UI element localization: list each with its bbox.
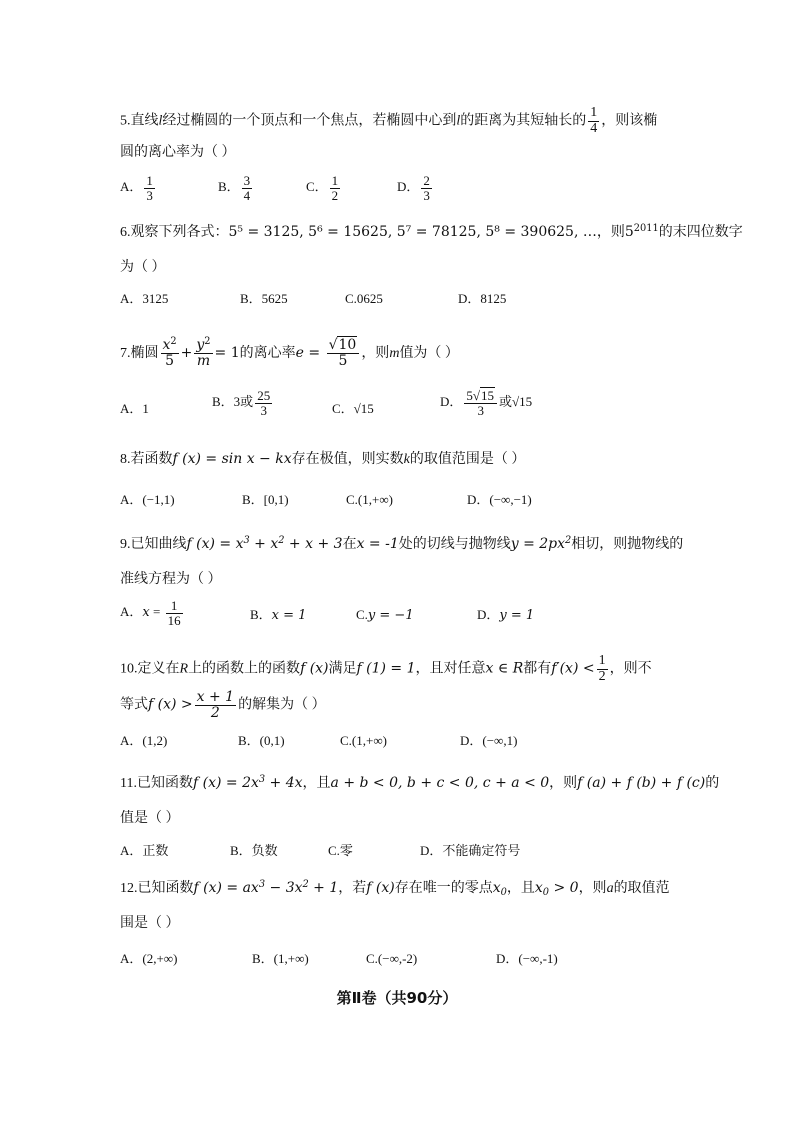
question-11-stem: [120, 773, 719, 794]
q10-expression: f′(x) <: [551, 660, 595, 677]
option-c[interactable]: C.(−∞,-2): [366, 951, 418, 966]
q7-text: 的离心率: [239, 346, 296, 362]
question-9-stem-line2: 准线方程为（ ）: [120, 572, 222, 587]
q11-text: ，则: [549, 776, 578, 791]
q10-var: R: [179, 661, 189, 677]
q11-sum: f (a) + f (b) + f (c): [577, 775, 706, 791]
q8-var: k: [403, 452, 410, 467]
q10-text: 满足: [328, 661, 357, 677]
q11-condition: a + b < 0, b + c < 0, c + a < 0: [330, 775, 550, 791]
option-b[interactable]: B．负数: [230, 843, 278, 858]
option-d[interactable]: D．8125: [458, 291, 507, 306]
q12-text: ，若: [338, 881, 367, 896]
q10-text: 都有: [523, 661, 552, 677]
q6-text: 6.观察下列各式：: [120, 225, 229, 240]
q6-text: 的末四位数字: [658, 225, 743, 240]
option-c[interactable]: C.0625: [345, 291, 383, 306]
q12-condition: $x_0 > 0$: [534, 880, 579, 898]
option-b[interactable]: B．x = 1: [250, 607, 307, 623]
q6-power: $5^{2011}$: [624, 223, 659, 240]
question-10-stem-line2: 等式f (x) > $\frac{x + 1}{2}$ 的解集为（ ）: [120, 689, 326, 721]
option-b[interactable]: B． $\frac{3}{4}$: [218, 173, 251, 203]
option-a[interactable]: A．正数: [120, 843, 169, 858]
q7-eccentricity: e = $\frac{√10}{5}$: [296, 345, 362, 361]
q12-text: 的取值范: [613, 881, 670, 896]
q11-text: 的: [705, 776, 720, 791]
question-12-stem-line2: 围是（ ）: [120, 916, 180, 931]
option-a[interactable]: A．(1,2): [120, 733, 168, 748]
option-d[interactable]: D．(−∞,-1): [496, 951, 558, 966]
question-11-stem-line2: 值是（ ）: [120, 811, 180, 826]
q11-function: f $(x) = 2x^3 + 4x$: [192, 774, 303, 791]
q5-text: ，则该椭: [601, 113, 658, 129]
q5-var: l: [158, 113, 163, 129]
q8-text: 8.若函数: [120, 452, 173, 467]
q10-text: ，则不: [609, 661, 652, 677]
q5-fraction: $\frac{1}{4}$: [590, 105, 598, 136]
option-c[interactable]: C.零: [328, 843, 353, 858]
q10-fraction-2: $\frac{x + 1}{2}$: [196, 689, 235, 721]
q7-var: m: [389, 346, 400, 362]
q12-text: 12.已知函数: [120, 881, 194, 896]
q10-expression: x ∈ R: [485, 660, 524, 677]
q9-text: 在: [342, 537, 357, 552]
option-a[interactable]: A．3125: [120, 291, 169, 306]
q6-text: ，则: [596, 225, 625, 240]
q12-text: ，则: [578, 881, 607, 896]
q8-text: 存在极值，则实数: [291, 452, 404, 467]
option-c[interactable]: C．√15: [332, 401, 374, 416]
q6-expression: 5⁵ = 3125, 5⁶ = 15625, 5⁷ = 78125, 5⁸ = 390625, …: [228, 224, 597, 240]
section-heading: 第Ⅱ卷（共90分）: [336, 989, 458, 1007]
q11-text: ，且: [302, 776, 331, 791]
q8-expression: f (x) = sin x − kx: [172, 451, 292, 467]
q5-var: l: [456, 113, 461, 129]
q12-function: f $(x) = ax^3 - 3x^2 + 1$: [193, 879, 339, 896]
question-5-stem: [120, 106, 657, 136]
option-b[interactable]: B．(0,1): [238, 733, 285, 748]
question-6-stem: [120, 222, 743, 243]
q12-text: ，且: [506, 881, 535, 896]
q8-text: 的取值范围是（ ）: [409, 452, 526, 467]
q9-point: x = -1: [356, 536, 399, 552]
q10-expression: f (x): [300, 660, 329, 677]
option-d[interactable]: D．y = 1: [477, 607, 535, 623]
q5-text: 5.直线: [120, 113, 159, 129]
question-9-stem: [120, 534, 683, 555]
q7-text: 值为（ ）: [399, 346, 459, 362]
option-b[interactable]: B．3或 $\frac{25}{3}$: [212, 388, 271, 418]
q7-text: 7.椭圆: [120, 346, 159, 362]
q12-zero: $x_0$: [492, 880, 507, 898]
q9-text: 9.已知曲线: [120, 537, 187, 552]
option-d[interactable]: D．(−∞,−1): [467, 492, 532, 507]
q5-text: 的距离为其短轴长的: [460, 113, 587, 129]
question-10-stem: [120, 654, 652, 684]
option-a[interactable]: A．(2,+∞): [120, 951, 178, 966]
option-b[interactable]: B．5625: [240, 291, 288, 306]
question-7-stem: [120, 338, 459, 368]
q9-parabola: $y = 2px^2$: [510, 535, 572, 552]
option-c[interactable]: C.y = −1: [356, 607, 414, 623]
option-a[interactable]: A．(−1,1): [120, 492, 175, 507]
option-a[interactable]: A．x = $\frac{1}{16}$: [120, 598, 181, 628]
q7-text: ，则: [361, 346, 390, 362]
q10-text: 上的函数上的函数: [188, 661, 301, 677]
question-6-stem-line2: 为（ ）: [120, 260, 166, 275]
option-a[interactable]: A．1: [120, 401, 149, 416]
q12-var: a: [606, 881, 614, 896]
option-c[interactable]: C． $\frac{1}{2}$: [306, 173, 339, 203]
q9-text: 处的切线与抛物线: [398, 537, 511, 552]
option-d[interactable]: D． $\frac{5√15}{3}$ 或√15: [440, 388, 533, 418]
option-b[interactable]: B．(1,+∞): [252, 951, 309, 966]
q10-expression: f (1) = 1: [356, 660, 416, 677]
q12-text: 存在唯一的零点: [394, 881, 493, 896]
q10-text: 10.定义在: [120, 661, 180, 677]
option-d[interactable]: D． $\frac{2}{3}$: [397, 173, 430, 203]
q9-text: 相切，则抛物线的: [571, 537, 684, 552]
q11-text: 11.已知函数: [120, 776, 193, 791]
question-8-stem: [120, 449, 525, 470]
option-c[interactable]: C.(1,+∞): [346, 492, 393, 507]
q12-expression: f (x): [366, 880, 395, 896]
q10-fraction: $\frac{1}{2}$: [598, 653, 606, 684]
q10-text: ，且对任意: [415, 661, 486, 677]
option-d[interactable]: D．不能确定符号: [420, 843, 521, 858]
q7-ellipse-equation: $\frac{x^2}{5}$ + $\frac{y^2}{m}$ = 1: [162, 336, 240, 369]
option-b[interactable]: B．[0,1): [242, 492, 289, 507]
q5-text: 经过椭圆的一个顶点和一个焦点，若椭圆中心到: [162, 113, 457, 129]
option-a[interactable]: A． $\frac{1}{3}$: [120, 173, 153, 203]
option-d[interactable]: D．(−∞,1): [460, 733, 518, 748]
option-c[interactable]: C.(1,+∞): [340, 733, 387, 748]
question-12-stem: [120, 878, 670, 899]
question-5-stem-line2: 圆的离心率为（ ）: [120, 145, 236, 160]
q9-curve: f $(x) = x^3 + x^2 + x + 3$: [186, 535, 343, 552]
